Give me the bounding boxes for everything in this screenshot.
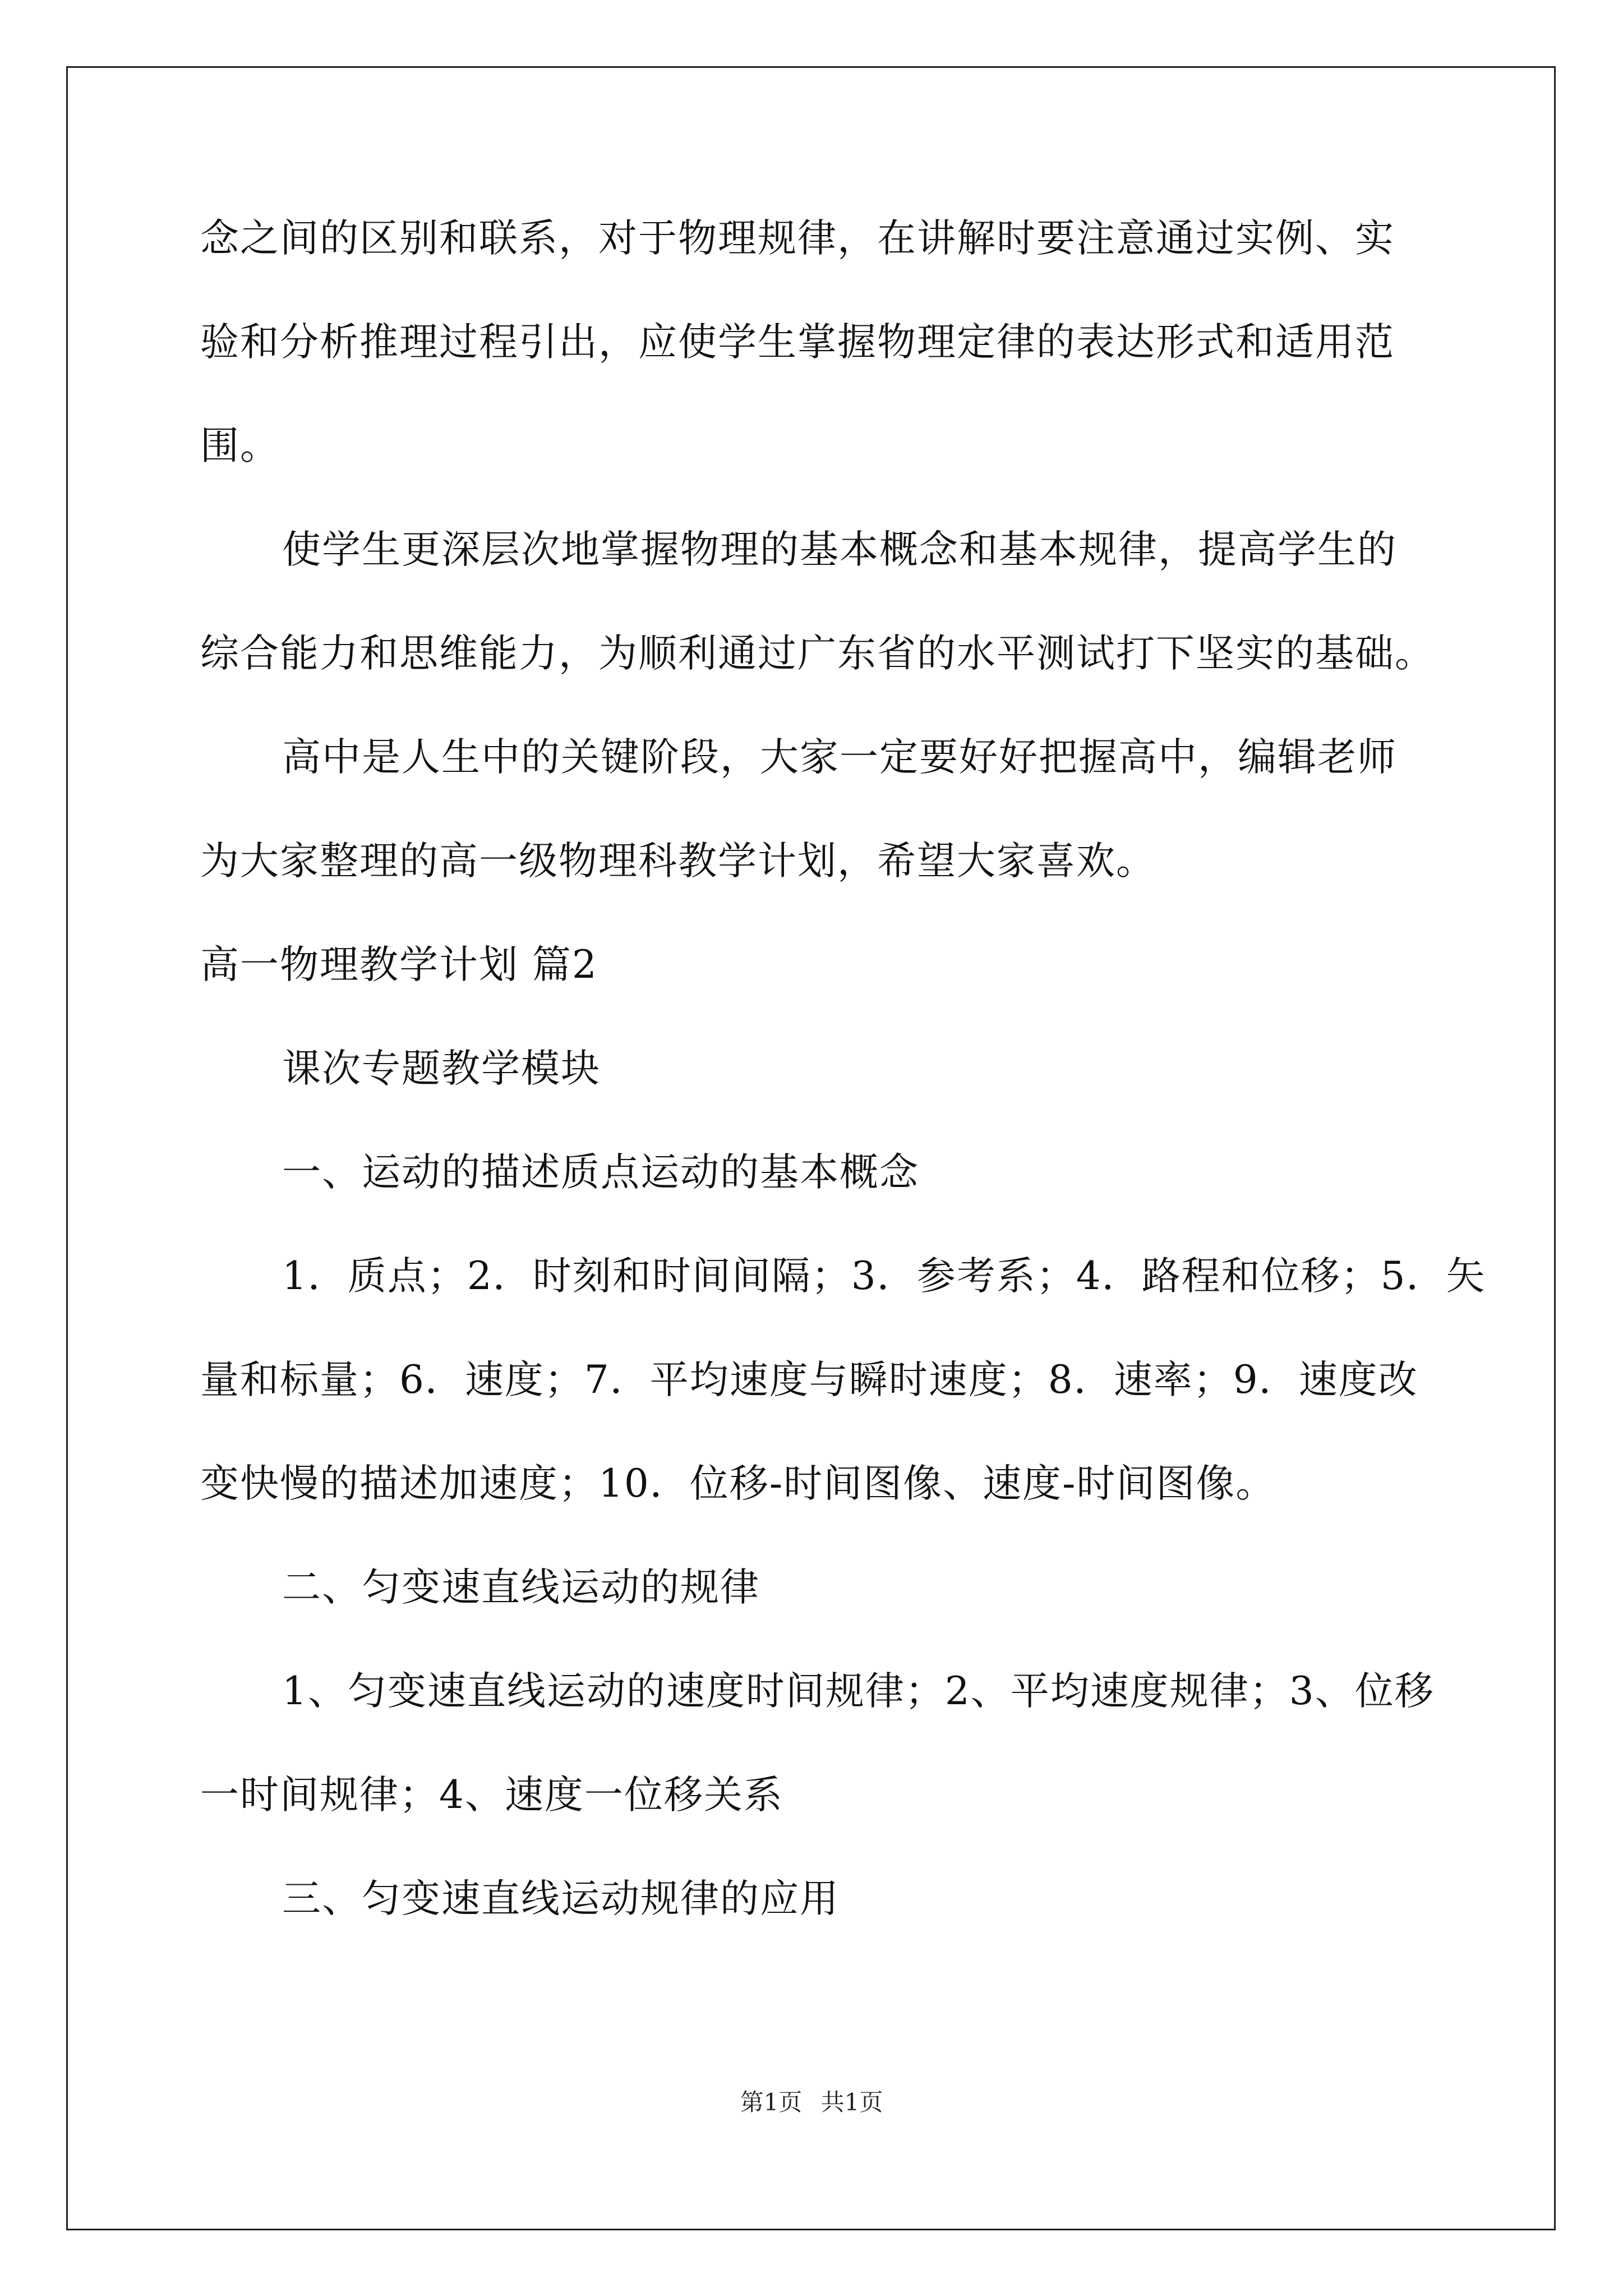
paragraph-line: 验和分析推理过程引出，应使学生掌握物理定律的表达形式和适用范 <box>200 320 1395 365</box>
paragraph-line: 一时间规律；4、速度一位移关系 <box>200 1773 783 1818</box>
paragraph-line: 念之间的区别和联系，对于物理规律，在讲解时要注意通过实例、实 <box>200 216 1395 261</box>
paragraph-line: 高中是人生中的关键阶段，大家一定要好好把握高中，编辑老师 <box>282 735 1397 780</box>
paragraph-line: 三、匀变速直线运动规律的应用 <box>282 1876 840 1921</box>
section-heading: 高一物理教学计划 篇2 <box>200 942 598 987</box>
page-total: 共1页 <box>820 2088 883 2116</box>
paragraph-line: 1．质点；2．时刻和时间间隔；3．参考系；4．路程和位移；5．矢 <box>282 1254 1486 1299</box>
page-footer <box>0 2087 1623 2118</box>
paragraph-line: 二、匀变速直线运动的规律 <box>282 1565 760 1610</box>
paragraph-line: 综合能力和思维能力，为顺利通过广东省的水平测试打下坚实的基础。 <box>200 631 1435 676</box>
paragraph-line: 量和标量；6．速度；7．平均速度与瞬时速度；8．速率；9．速度改 <box>200 1358 1418 1402</box>
paragraph-line: 1、匀变速直线运动的速度时间规律；2、平均速度规律；3、位移 <box>282 1669 1435 1714</box>
paragraph-line: 围。 <box>200 424 280 468</box>
paragraph-line: 变快慢的描述加速度；10．位移-时间图像、速度-时间图像。 <box>200 1461 1276 1506</box>
paragraph-line: 一、运动的描述质点运动的基本概念 <box>282 1150 919 1195</box>
page-number: 第1页 <box>740 2088 803 2116</box>
paragraph-line: 使学生更深层次地掌握物理的基本概念和基本规律，提高学生的 <box>282 527 1397 572</box>
paragraph-line: 课次专题教学模块 <box>282 1046 601 1091</box>
paragraph-line: 为大家整理的高一级物理科教学计划，希望大家喜欢。 <box>200 839 1156 884</box>
